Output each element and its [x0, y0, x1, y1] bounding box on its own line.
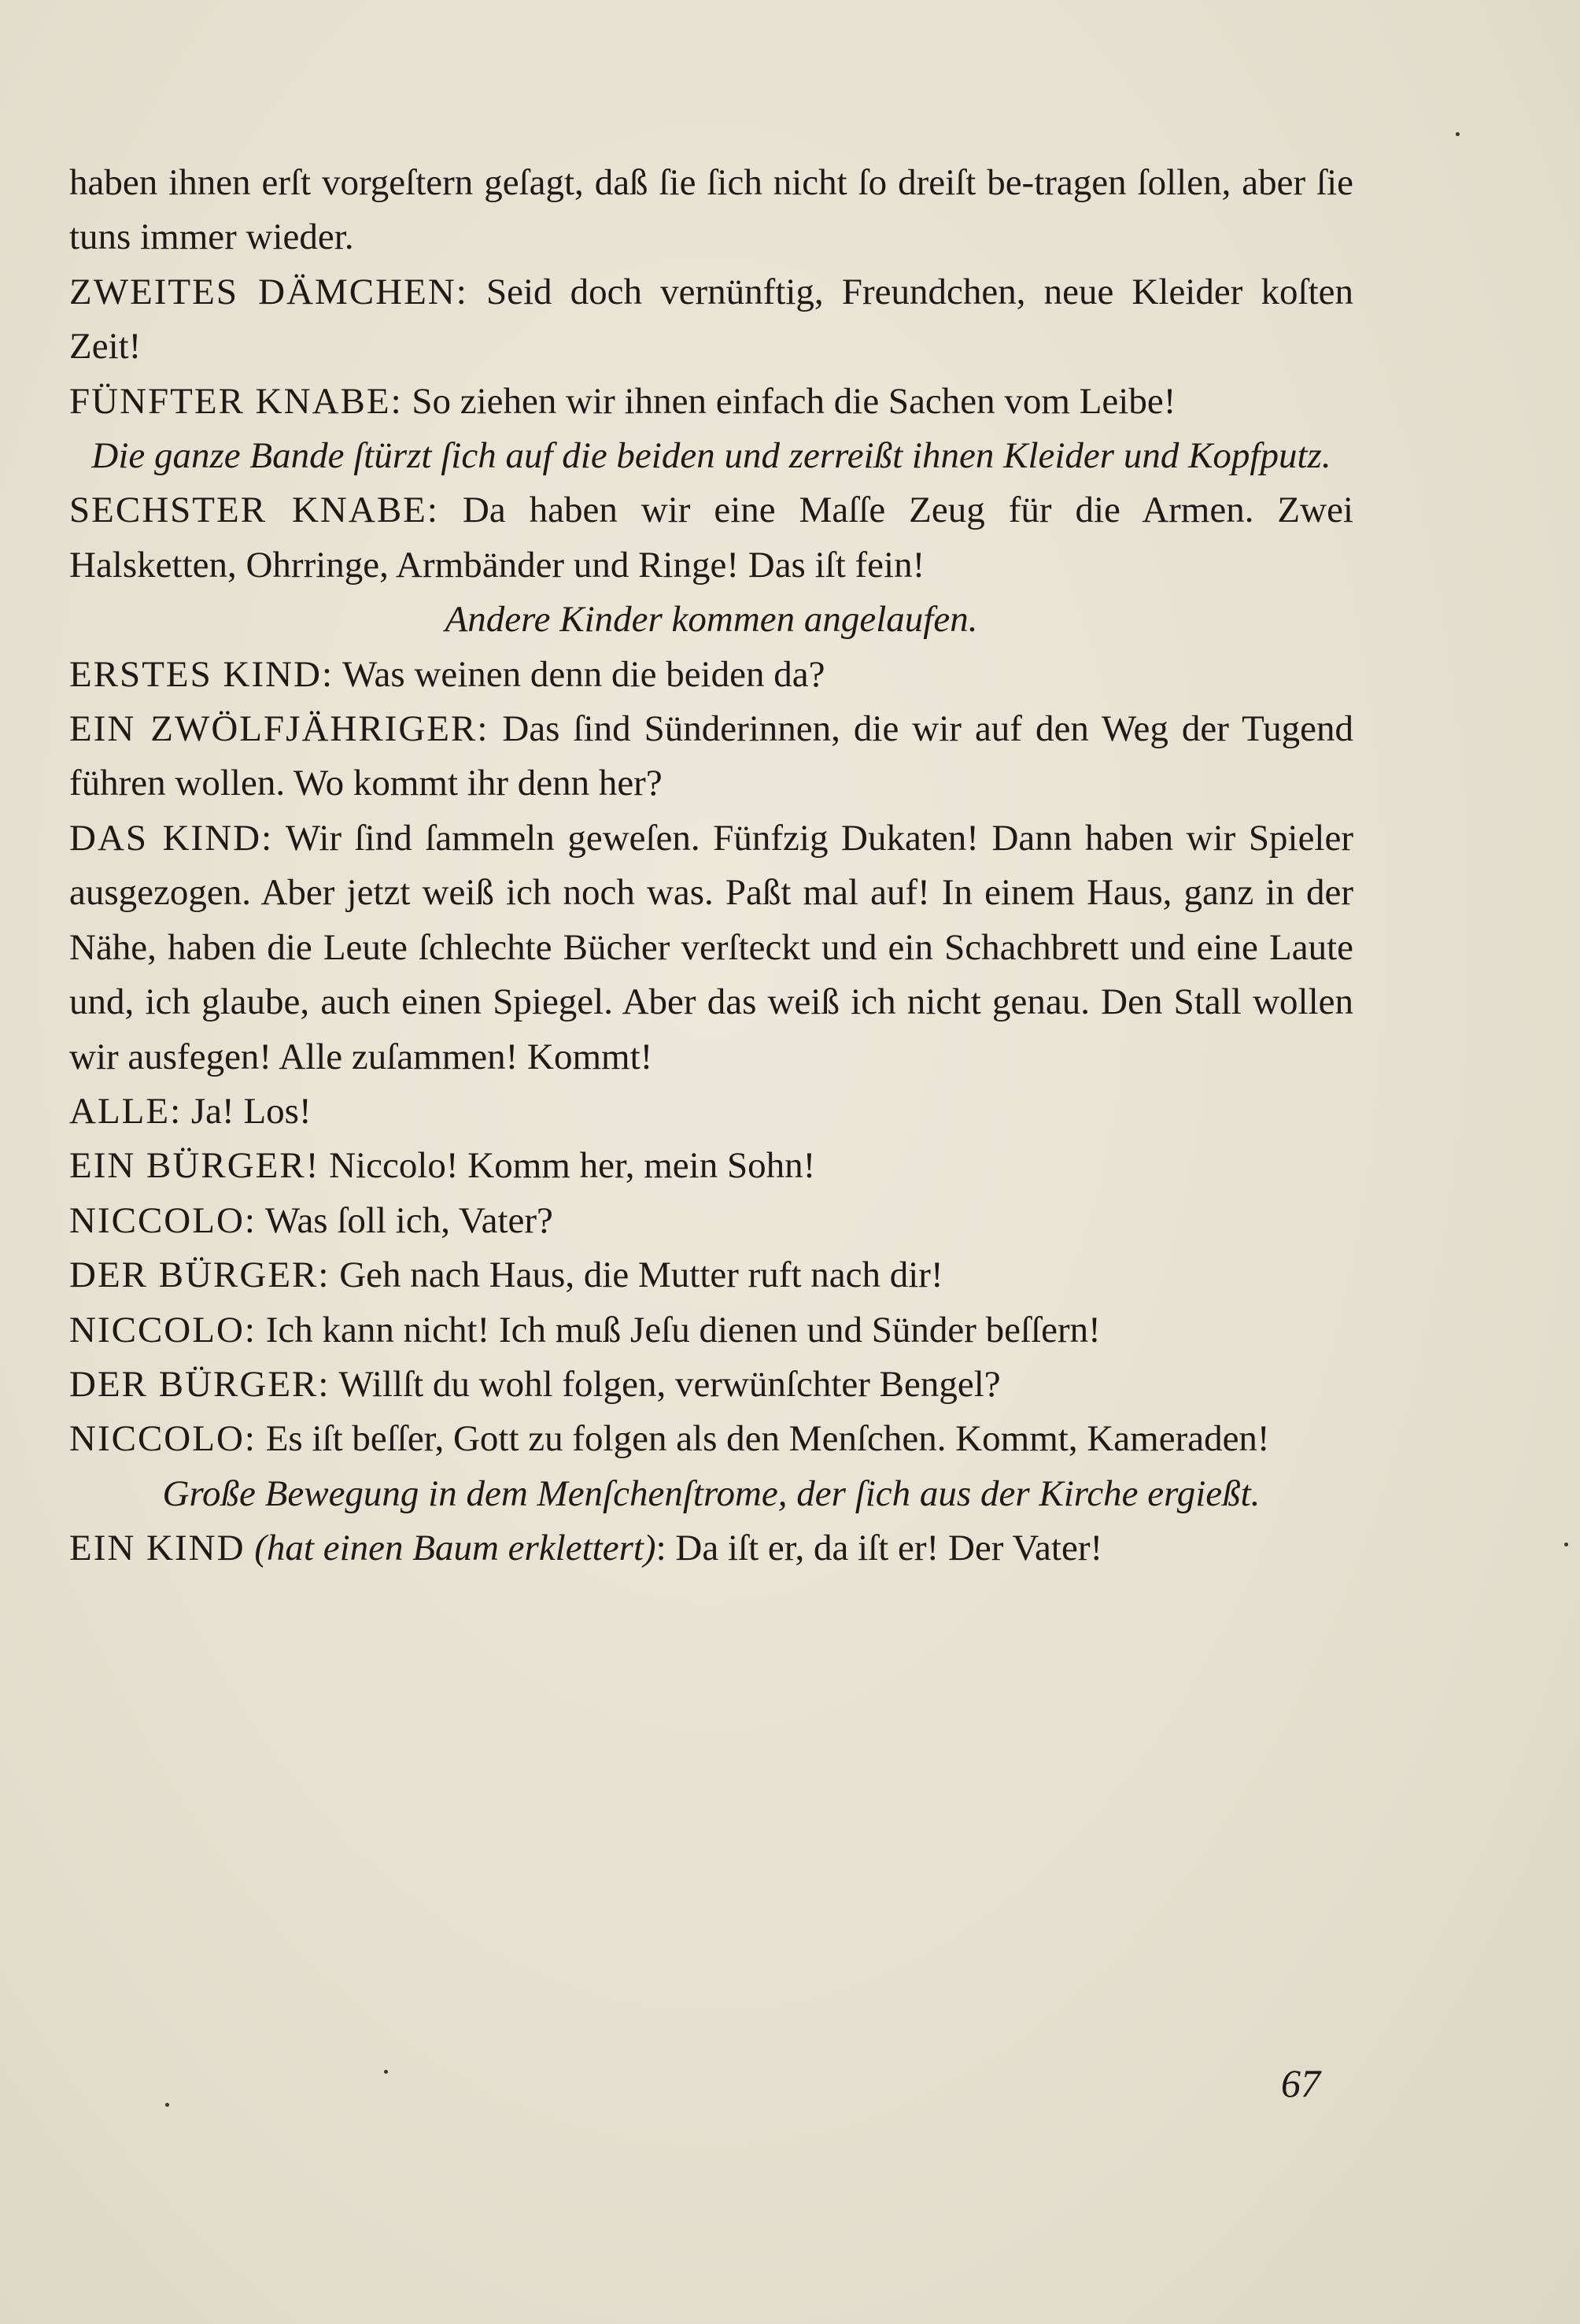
line-4: SECHSTER KNABE: Da haben wir eine Maſſe Zeug für die Armen. Zwei Halsketten, Ohrringe, Armbänder und Ringe! Das iſt fein! — [69, 490, 1353, 586]
line-13: NICCOLO: Ich kann nicht! Ich muß Jeſu dienen und Sünder beſſern! — [69, 1309, 1101, 1350]
speaker: DER BÜRGER: — [69, 1363, 330, 1405]
speaker: EIN BÜRGER! — [69, 1145, 320, 1187]
speck-mark — [1564, 1543, 1568, 1546]
speaker: ALLE: — [69, 1090, 183, 1132]
line-0: haben ihnen erſt vorgeſtern geſagt, daß ſie ſich nicht ſo dreiſt be-tragen ſollen, aber ſie tuns immer wieder. — [69, 162, 1353, 258]
speaker: NICCOLO: — [69, 1309, 257, 1350]
speaker: NICCOLO: — [69, 1418, 257, 1460]
parenthetical: (hat einen Baum erklettert) — [245, 1528, 656, 1569]
speaker: NICCOLO: — [69, 1199, 257, 1241]
line-6: ERSTES KIND: Was weinen denn die beiden da? — [69, 653, 825, 695]
speaker: DER BÜRGER: — [69, 1254, 330, 1296]
speaker: SECHSTER KNABE: — [69, 490, 439, 531]
page-number: 67 — [1281, 2061, 1320, 2105]
line-1: ZWEITES DÄMCHEN: Seid doch vernünftig, Freundchen, neue Kleider koſten Zeit! — [69, 271, 1353, 368]
speaker: EIN KIND — [69, 1528, 245, 1569]
line-12: DER BÜRGER: Geh nach Haus, die Mutter ruft nach dir! — [69, 1254, 943, 1296]
line-7: EIN ZWÖLFJÄHRIGER: Das ſind Sünderinnen, die wir auf den Weg der Tugend führen wollen. Wo kommt ihr denn her? — [69, 708, 1353, 804]
speaker: ERSTES KIND: — [69, 653, 334, 695]
stage-direction: Andere Kinder kommen angelaufen. — [445, 599, 978, 641]
speaker: ZWEITES DÄMCHEN: — [69, 271, 468, 312]
line-8: DAS KIND: Wir ſind ſammeln geweſen. Fünfzig Dukaten! Dann haben wir Spieler ausgezogen. Aber jetzt weiß ich noch was. Paßt mal auf! In einem Haus, ganz in der Nähe, haben die Leute ſchlechte Bücher verſteckt und ein Schachbrett und eine Laute und, ich glaube, auch einen Spiegel. Aber das weiß ich nicht genau. Den Stall wollen wir ausfegen! Alle zuſammen! Kommt! — [69, 817, 1353, 1077]
speck-mark — [1456, 132, 1460, 136]
speaker: FÜNFTER KNABE: — [69, 380, 403, 422]
line-2: FÜNFTER KNABE: So ziehen wir ihnen einfach die Sachen vom Leibe! — [69, 380, 1176, 422]
speck-mark — [384, 2070, 388, 2074]
line-11: NICCOLO: Was ſoll ich, Vater? — [69, 1199, 553, 1241]
line-10: EIN BÜRGER! Niccolo! Komm her, mein Sohn! — [69, 1145, 816, 1187]
speaker: EIN ZWÖLFJÄHRIGER: — [69, 708, 489, 750]
speaker: DAS KIND: — [69, 817, 274, 859]
line-15: NICCOLO: Es iſt beſſer, Gott zu folgen als den Menſchen. Kommt, Kameraden! — [69, 1418, 1270, 1460]
speck-mark — [165, 2103, 169, 2107]
stage-direction: Große Bewegung in dem Menſchenſtrome, der ſich aus der Kirche ergießt. — [162, 1472, 1261, 1514]
line-17: EIN KIND (hat einen Baum erklettert): Da iſt er, da iſt er! Der Vater! — [69, 1528, 1103, 1569]
line-9: ALLE: Ja! Los! — [69, 1090, 312, 1132]
line-14: DER BÜRGER: Willſt du wohl folgen, verwünſchter Bengel? — [69, 1363, 1001, 1405]
text-block — [69, 156, 1353, 1576]
stage-direction: Die ganze Bande ſtürzt ſich auf die beiden und zerreißt ihnen Kleider und Kopfputz. — [91, 435, 1331, 477]
